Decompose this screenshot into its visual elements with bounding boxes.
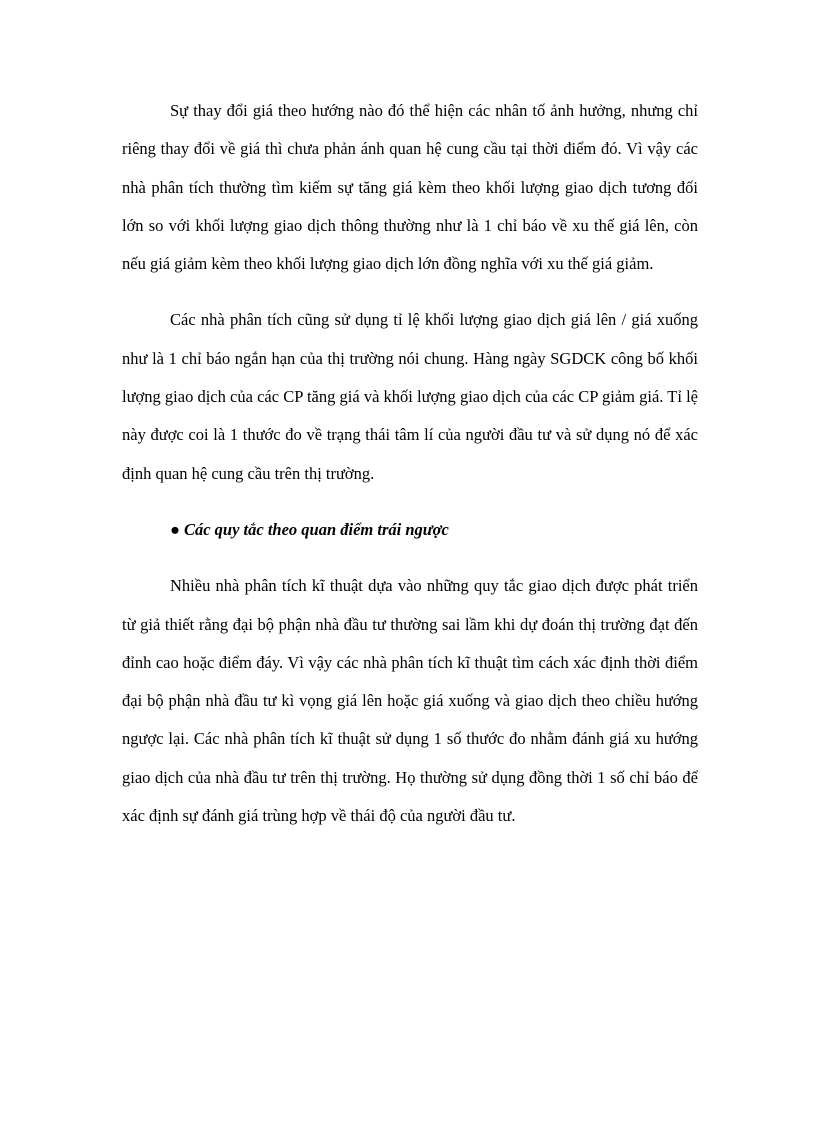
paragraph-price-volume: Sự thay đổi giá theo hướng nào đó thể hiện các nhân tố ảnh hưởng, nhưng chỉ riêng thay đổi về giá thì chưa phản ánh quan hệ cung cầu tại thời điểm đó. Vì vậy các nhà phân tích thường tìm kiếm sự tăng giá kèm theo khối lượng giao dịch tương đối lớn so với khối lượng giao dịch thông thường như là 1 chỉ báo về xu thế giá lên, còn nếu giá giảm kèm theo khối lượng giao dịch lớn đồng nghĩa với xu thế giá giảm. — [122, 101, 698, 274]
section-heading-text: Các quy tắc theo quan điểm trái ngược — [183, 519, 449, 539]
section-heading — [122, 511, 698, 549]
bullet-icon: ● — [170, 519, 180, 539]
paragraph-contrarian-rules: Nhiều nhà phân tích kĩ thuật dựa vào những quy tắc giao dịch được phát triển từ giả thiết rằng đại bộ phận nhà đầu tư thường sai lầm khi dự đoán thị trường đạt đến đỉnh cao hoặc điểm đáy. Vì vậy các nhà phân tích kĩ thuật tìm cách xác định thời điểm đại bộ phận nhà đầu tư kì vọng giá lên hoặc giá xuống và giao dịch theo chiều hướng ngược lại. Các nhà phân tích kĩ thuật sử dụng 1 số thước đo nhằm đánh giá xu hướng giao dịch của nhà đầu tư trên thị trường. Họ thường sử dụng đồng thời 1 số chỉ báo để xác định sự đánh giá trùng hợp về thái độ của người đầu tư. — [122, 576, 698, 826]
paragraph-volume-ratio: Các nhà phân tích cũng sử dụng tỉ lệ khối lượng giao dịch giá lên / giá xuống như là 1 chỉ báo ngắn hạn của thị trường nói chung. Hàng ngày SGDCK công bố khối lượng giao dịch của các CP tăng giá và khối lượng giao dịch của các CP giảm giá. Tỉ lệ này được coi là 1 thước đo về trạng thái tâm lí của người đầu tư và sử dụng nó để xác định quan hệ cung cầu trên thị trường. — [122, 310, 698, 483]
document-body — [122, 92, 698, 835]
